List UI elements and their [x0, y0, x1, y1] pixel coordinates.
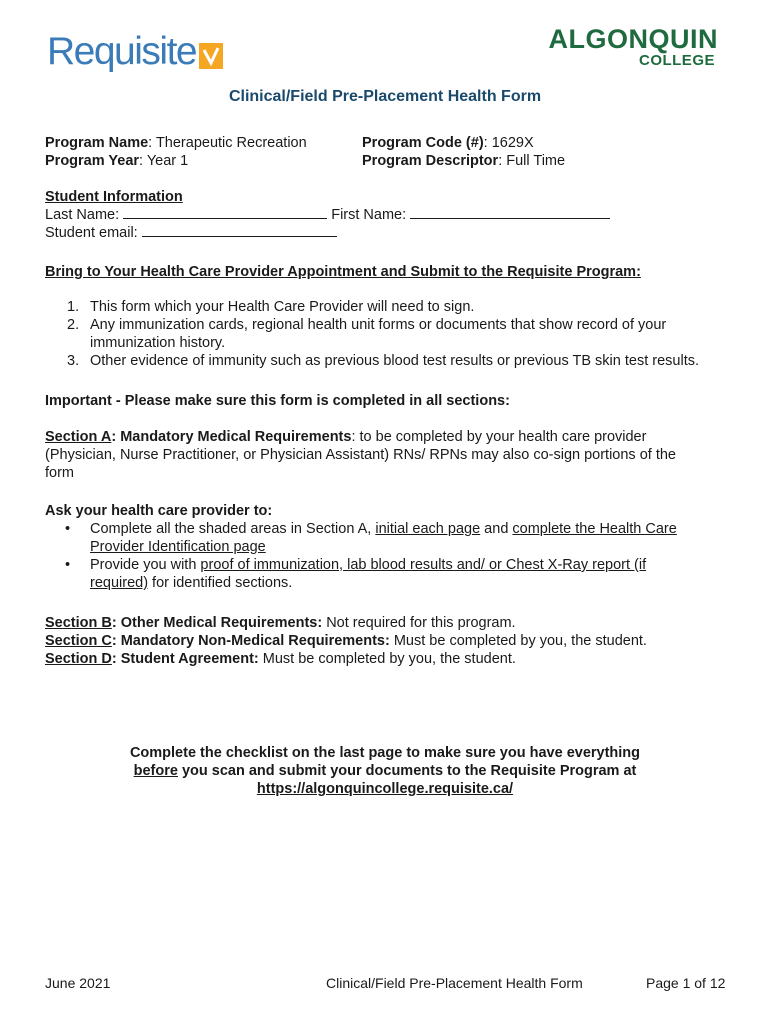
- requisite-url-link[interactable]: https://algonquincollege.requisite.ca/: [256, 781, 514, 797]
- program-descriptor-label: Program Descriptor: [362, 153, 499, 169]
- program-name-label: Program Name: [45, 135, 149, 151]
- bullet-icon: •: [65, 557, 71, 573]
- footer-page-number: Page 1 of 12: [646, 975, 726, 991]
- requisite-logo-text: Requisite: [47, 30, 197, 73]
- student-email-field[interactable]: [142, 224, 337, 237]
- footer-form-name: Clinical/Field Pre-Placement Health Form: [326, 975, 583, 991]
- student-info: [45, 188, 610, 242]
- student-email-label: Student email:: [45, 225, 138, 241]
- program-code-value: : 1629X: [483, 135, 534, 151]
- section-a-label: Section A: [45, 429, 112, 445]
- list-item: 1. This form which your Health Care Provider will need to sign.: [67, 299, 475, 315]
- last-name-label: Last Name:: [45, 207, 120, 223]
- list-item-continuation: required) for identified sections.: [90, 575, 293, 591]
- section-c-line: Section C: Mandatory Non-Medical Requirements: Must be completed by you, the student.: [45, 633, 647, 649]
- list-item: 3. Other evidence of immunity such as previous blood test results or previous TB skin test results.: [67, 353, 699, 369]
- ask-provider-block: [45, 502, 745, 592]
- program-info-left: [45, 134, 307, 170]
- section-a-block: Section A: Mandatory Medical Requirements: to be completed by your health care provider (Physician, Nurse Practitioner, or Physician Assistant) RNs/ RPNs may also co-sign portions of the form: [45, 429, 676, 481]
- bring-list: [45, 298, 745, 370]
- program-descriptor-value: : Full Time: [498, 153, 566, 169]
- first-name-label: First Name:: [331, 207, 407, 223]
- requisite-logo: [47, 30, 223, 74]
- first-name-field[interactable]: [410, 206, 610, 219]
- program-name-value: : Therapeutic Recreation: [148, 135, 307, 151]
- checklist-note: Complete the checklist on the last page to make sure you have everything before you scan and submit your documents to the Requisite Program at https://algonquincollege.requisite.ca/: [129, 745, 641, 797]
- list-item-continuation: Provider Identification page: [90, 539, 266, 555]
- footer-date: June 2021: [45, 975, 111, 991]
- program-year-label: Program Year: [45, 153, 140, 169]
- program-info-right: [362, 134, 565, 170]
- checkmark-icon: [199, 43, 223, 69]
- college-logo-line2: COLLEGE: [638, 52, 715, 69]
- college-logo-line1: ALGONQUIN: [548, 24, 718, 54]
- other-sections: [45, 614, 647, 668]
- section-d-line: Section D: Student Agreement: Must be completed by you, the student.: [45, 651, 516, 667]
- program-year-value: : Year 1: [139, 153, 189, 169]
- last-name-field[interactable]: [123, 206, 327, 219]
- list-item: 2. Any immunization cards, regional health unit forms or documents that show record of your: [67, 317, 667, 333]
- list-item-continuation: immunization history.: [90, 335, 226, 351]
- program-code-label: Program Code (#): [362, 135, 484, 151]
- bring-heading: Bring to Your Health Care Provider Appointment and Submit to the Requisite Program:: [45, 264, 641, 280]
- bullet-icon: •: [65, 521, 71, 537]
- student-info-heading: Student Information: [45, 189, 183, 205]
- section-a-title: : Mandatory Medical Requirements: [111, 429, 352, 445]
- page-title: Clinical/Field Pre-Placement Health Form: [228, 88, 542, 105]
- list-item: • Complete all the shaded areas in Section A, initial each page and complete the Health Care: [65, 521, 677, 537]
- ask-heading: Ask your health care provider to:: [45, 503, 273, 519]
- section-b-line: Section B: Other Medical Requirements: Not required for this program.: [45, 615, 516, 631]
- important-note: Important - Please make sure this form is completed in all sections:: [45, 393, 510, 409]
- algonquin-college-logo: [546, 26, 718, 69]
- list-item: • Provide you with proof of immunization, lab blood results and/ or Chest X-Ray report (if: [65, 557, 647, 573]
